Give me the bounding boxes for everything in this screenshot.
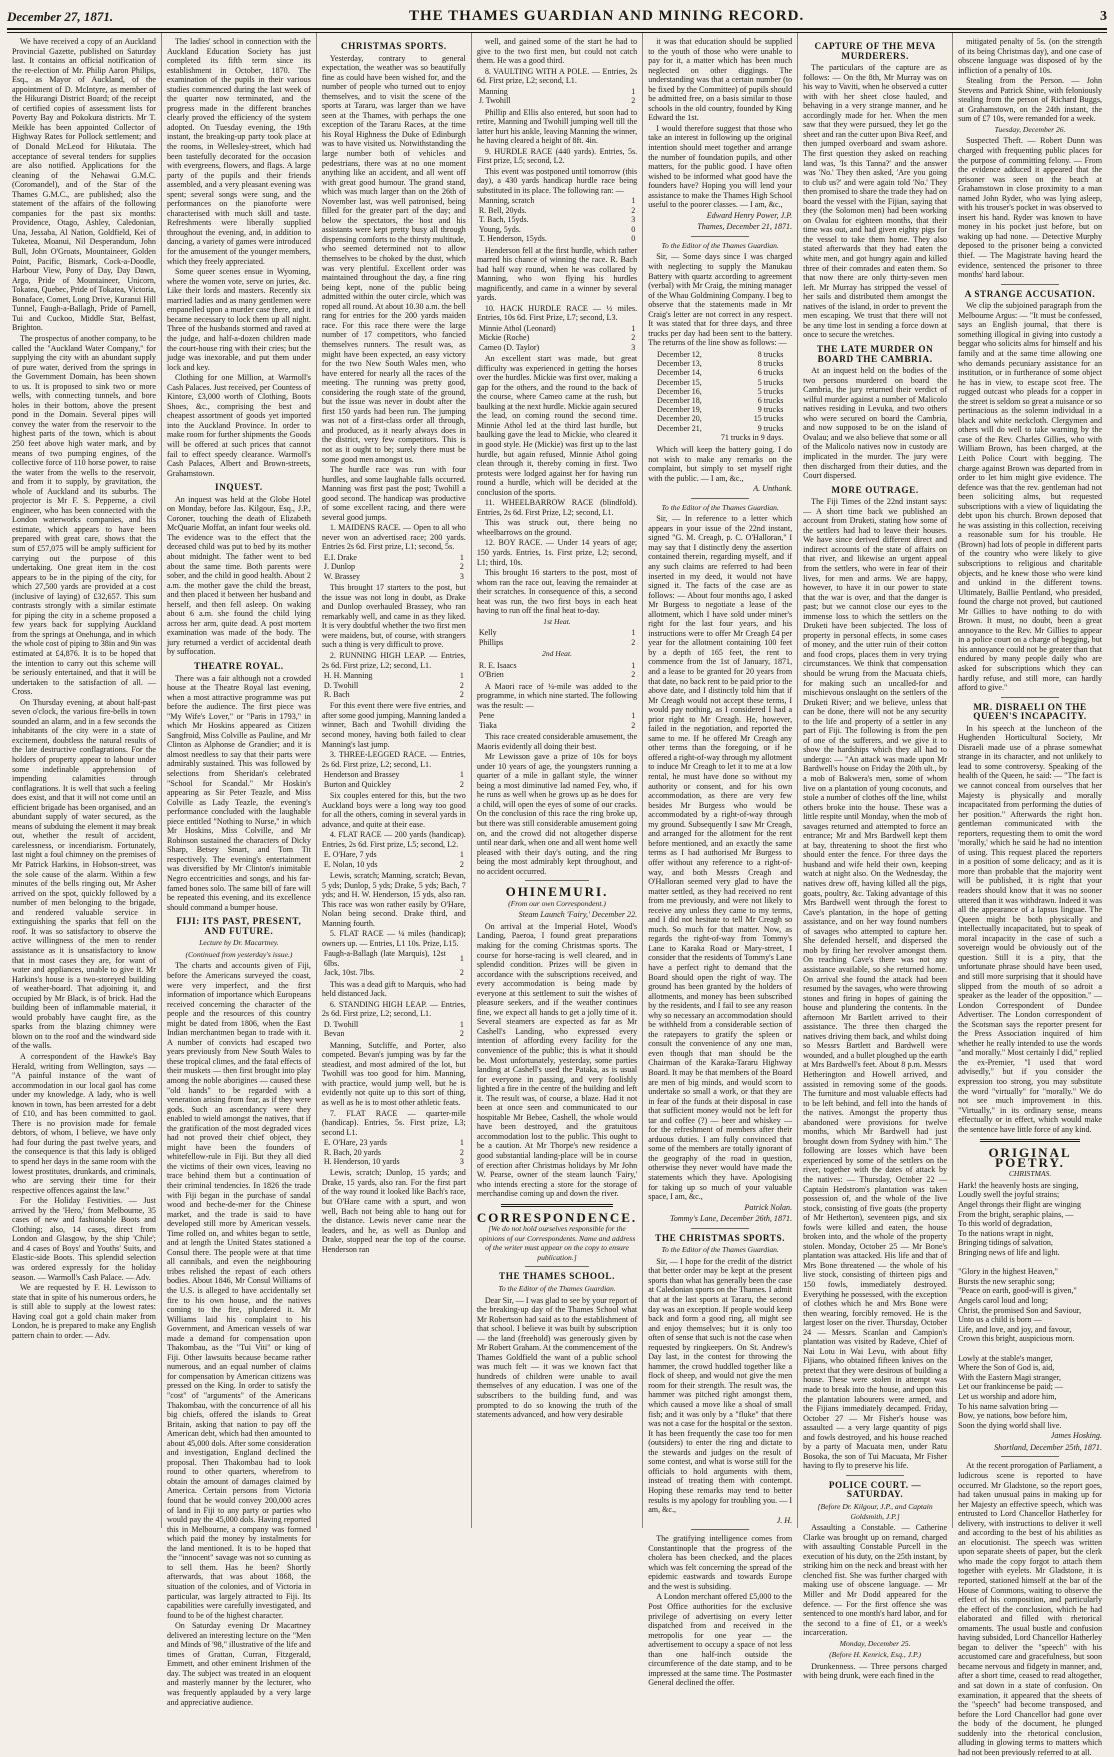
article-outrage: The Fiji Times of the 22nd instant says: — A short time back we published an account from Druketi, stating how some of the settlers had had to leave their houses. We have since derived different direct and indirect accounts of the state of affairs on that river, and likewise an urgent appeal from the settlers, who were in fear of their lives, for men and arms. We are happy, however, to have it in our power to state that the war is over, and that the danger is past; but we cannot close our eyes to the immense loss to which the settlers on the Druketi have been subjected. The loss of property in personal effects, in some cases of money, and the utter ruin of their cotton and food crops, places them in very trying circumstances. We think that compensation should be wrung from the Macuata chiefs, for making such an uncalled-for and mischievous onslaught on the settlers of the Druketi River; and we believe, unless that can be done, there will not be any security to the life and property of a settler in any part of Fiji. The following is from the pen of one of the sufferers, and we give it to show the hardships which they all had to undergo: — "An attack was made upon Mr Bardwell's house on Friday the 20th ult., by a mob of Bakwera's men, some of whom live on a plantation of young coconuts, and stole a number of clothes off the line, whilst others broke into the house. These was a little respite until Monday, when the mob of savages returned and attempted to force an entrance; Mr and Mrs Bardwell kept them at bay, threatening to shoot the first who should enter the fence. For three days the husband and wife held their own, keeping watch at night also. On the Wednesday, the natives drew off, having killed all the pigs, goats, poultry, &c. Taking advantage of this Mrs Bardwell went through the forest to Cave's plantation, in the hope of getting assistance, and on her way found numbers of savages who attempted to capture her. She defended herself, and dispersed the mob by firing her revolver amongst them. On reaching Cave's there was not any assistance available, so she returned home. On arrival she found the attack had been resumed by the savages, who were throwing stones and firing in hopes of gaining the house and plundering the contents. In the afternoon Mr Bartlett arrived to their assistance. The three then charged the natives driving them back, and whilst doing so Messrs Bartlett and Bardwell were wounded, and a bullet ploughed up the earth at Mrs Bardwell's feet. About 8 p.m. Messrs Hetherington and Howell arrived, and assisted in removing some of the goods. The furniture and most valuable effects had to be left behind, and fell into the hands of the natives. Amongst the property thus abandoned were provisions for twelve months, which Mr Bardwell had just brought down from Sydney with him." The following are losses which have been experienced by some of the settlers on the river, together with the dates of attack by the natives: — Thursday, October 22 — Captain Hedstrom's plantation was taken possession of, and the whole of the live stock, consisting of five goats (the property of Mr Hetherton), seventeen pigs, and six fowls were killed and eaten, the house broken into, and the whole of the property stolen. Monday, October 25 — Mr Bone's plantation was attacked. His life and that of Mrs Bone threatened — the whole of his live stock, consisting of thirteen pigs and 150 fowls, immediately destroyed. Everything he possessed, with the exception of clothes which he and Mrs Bone were then wearing, forcibly removed. He is the largest loser on the river. Thursday, October 24 — Messrs. Scanlan and Campion's plantation was visited by Radeve, Chief of Nai Lotu in Wai Levu, with about fifty Fijians, who obtained fifteen knives on the pretext that they were desirous of building a house. These were stolen in attempt was made to break into the house, and upon this the plantation labourers were armed, and the Fijians immediately decamped. Friday, October 27 — Mr Fisher's house was assaulted — a very large quantity of pigs and fowls destroyed, and his house reached by a party of Macuata men, under Ratu Bosoka, the son of Tui Macuata, Mr Fisher having to fly to preserve his life.	[803, 497, 948, 1471]
letter-dateline: Tommy's Lane, December 26th, 1871.	[669, 1214, 793, 1224]
heat-label: 1st Heat.	[543, 616, 571, 626]
race-title: 7. FLAT RACE — quarter-mile (handicap). Entries, 5s. First prize, L3; second L1.	[321, 1108, 466, 1137]
divider	[1001, 284, 1059, 285]
result-row	[322, 671, 466, 680]
competitor-name: O'Brien	[478, 670, 504, 680]
competitor-name: W. Brassey	[323, 571, 361, 581]
heading-ohinemuri: OHINEMURI.	[505, 884, 609, 900]
court-date: Tuesday, December 26.	[994, 124, 1066, 134]
result-row	[477, 333, 637, 342]
subheading-continued: (Continued from yesterday's issue.)	[185, 949, 293, 959]
court-date: Monday, December 25.	[839, 1638, 911, 1648]
result-row	[322, 968, 466, 977]
returns-trucks: 6 trucks	[757, 368, 784, 378]
bench-note: [Before Dr. Kilgour, J.P., and Captain Goldsmith, J.P.]	[817, 1502, 933, 1521]
poem-line: Bow, ye nations, bow before him,	[958, 1411, 1068, 1421]
heading-thames-school: THE THAMES SCHOOL.	[498, 1271, 616, 1282]
newspaper-page	[7, 5, 1107, 1757]
letter-signature: Edward Henry Power, J.P.	[706, 210, 793, 220]
letter-signature: J. H.	[776, 1515, 793, 1525]
result-row	[477, 343, 637, 352]
competitor-name: T. Bach, 15yds.	[478, 215, 529, 225]
race-title: 1. MAIDENS RACE. — Open to all who never won an advertised race; 200 yards. Entries 2s 6d. First prize, L1; second, 5s.	[321, 523, 466, 552]
heading-cambria: THE LATE MURDER ON BOARD THE CAMBRIA.	[816, 343, 934, 364]
result-row	[322, 949, 466, 968]
competitor-name: D. Twohill	[323, 680, 359, 690]
placing: 2	[459, 562, 464, 572]
letter-quartz: Sir, — Some days since I was charged with neglecting to supply the Manukau Battery with quartz according to agreement (verbal) with Mr Craig, the mining manager of the Whau Goldmining Company. I beg to observe that the statements made in Mr Craig's letter are not correct in any respect. It was stated that for three days, and three trucks per day had been sent to the battery. The returns of the line show as follows: —	[648, 252, 793, 348]
competitor-name: Faugh-a-Ballagh (late Marquis), 12st 6lbs.	[323, 949, 446, 968]
placing: 2	[459, 689, 464, 699]
divider	[525, 880, 589, 881]
advert-clothing: Clothing for one Million, at Warmoll's Cash Palaces. Just received, per Countess of Kintore, £3,000 worth of Clothing, Boots Shoes, &c., comprising the best and cheapest assortment of goods yet imported into the Auckland Province. In order to make room for further shipments the Goods will be offered at such prices that cannot fail to effect speedy clearance. Warmoll's Cash Palaces, Albert and Brown-streets, Grahamstown.	[166, 373, 311, 478]
returns-row	[654, 387, 786, 396]
placing: 2	[459, 968, 464, 978]
returns-row	[654, 350, 786, 359]
divider	[980, 1139, 1081, 1142]
race-report: This was struck out, there being no wheelbarrows on the ground.	[476, 518, 638, 537]
race-report: A Maori race of ¼-mile was added to the programme, in which nine started. The following was the result: —	[476, 681, 638, 710]
returns-date: December 21,	[656, 423, 702, 433]
poem-line: To the nations wrapt in night,	[958, 1228, 1054, 1238]
truck-returns-total-row	[654, 433, 786, 442]
court-suspected-theft: Suspected Theft. — Robert Dunn was charged with frequenting public places for the purpose of committing felony. — From the evidence adduced it appeared that the prisoner was seen on the beach at Grahamstown in close proximity to a man named John Ryder, who was lying asleep, with his trouser's pocket in was observed to insert his hand. Ryder was known to have money in his pocket just before, but on waking up had none. — Detective Murphy deposed to the prisoner being a convicted thief. — The Magistrate having heard the evidence, sentenced the prisoner to three months' hard labour.	[958, 136, 1102, 280]
placing: 2	[631, 333, 636, 343]
race-title: 9. HURDLE RACE (440 yards). Entries, 5s. First prize, L5; second, L2.	[476, 146, 638, 166]
returns-date: December 20,	[656, 414, 702, 424]
returns-date: December 19,	[656, 405, 702, 415]
poem-author: James Hosking.	[1050, 1431, 1102, 1441]
race-report: This brought 16 starters to the post, most of whom ran the race out, leaving the remainder at their scratches. In consequence of this, a second heat was run, the two first boys in each heat having to run off the final heat to-day.	[476, 568, 638, 616]
placing: 2	[631, 720, 636, 730]
column-6	[798, 33, 953, 1681]
race-report: This brought 17 starters to the post, but the issue was not long in doubt, as Drake and Dunlop overhauled Brassey, who ran remarkably well, and came in as they liked. It is very doubtful whether the two first men were maidens, but, of course, with strangers such a thing is very difficult to prove.	[321, 583, 466, 650]
masthead	[7, 5, 1107, 30]
result-row	[322, 562, 466, 571]
letter-thames-school-cont: I would therefore suggest that those who take an interest in following up the original intention should meet together and arrange the number of foundation pupils, and other matters, for the public good. I have often wished to be informed what good have the founders have? Hoping you will lend your assistance to make the Thames High School useful to the poorer classes. — I am, &c.,	[648, 123, 793, 210]
subheading-lecture: Lecture by Dr. Macartney.	[199, 938, 279, 948]
returns-date: December 12,	[656, 349, 702, 359]
returns-row	[654, 396, 786, 405]
article-fiji: The charts and accounts given of Fiji, before the Americans surveyed the coast, were very imperfect, and the first information of importance which Europeans received concerning the character of the people and the resources of this country might be dated from 1806, when the East Indian merchantmen began to trade with it. A number of convicts had escaped two years previously from New South Wales to these tropical climes, and the fatal effects of their muskets — then first brought into play among the noble aborigines — caused these "old hands" to be regarded with a veneration arising from fear, as if they were gods. Such an ascendancy were they enabled to wield amongst the natives, that if the gratification of the most degraded vices had not proved their chief object, they might have been the founders of whitefellow-rule in Fiji. But they all died the victims of their own vices, leaving no trace behind them but a continuation of their criminal tendencies. In 1826 the trade with Fiji began in the purchase of sandal wood and beche-de-mer for the Chinese market, and the trade is said to have developed still more by American vessels. Time rolled on, and whites began to settle, and at length the United States stationed a Consul there. The people were at that time all cannibals, and even the neighbouring tribes relished the repast of each others bodies. About 1846, Mr Consul Williams of the U.S. is alleged to have accidentally set fire to his own house, and the natives coming to the fire, plundered it. Mr Williams laid his complaint to his Government, and American vessels of war made a demand for compensation upon Thakombau, as the "Tui Viti" or king of Fiji. Other lawsuits because became rather numerous, and an equal number of claims for compensation by American citizens was pressed on the King. In order to satisfy the "cost" of "arguments" of the Americans Thakombau, with the concurrence of all his big chiefs, offered the islands to Great Britain, asking that nation to pay off the American debt, which had then amounted to about 45,000 dols. After some consideration and investigation, England declined the proposal. Then Thakombau had to look round to other quarters, wherefrom to obtain the amount of damages claimed by America. Certain persons from Victoria found that he would convey 200,000 acres of land in Fiji to any party or parties who would pay the 45,000 dols. Having reported this in Melbourne, a company was formed which paid the money by instalments for the land mentioned. It is to be hoped that the "innocent" savage was not so cunning as to sell them. Has he been? Shortly afterwards, that was about 1868, the situation of the colonies, and of Victoria in particular, was largely attracted to Fiji. Its capabilities were carefully investigated, and found to be of the highest character.	[166, 961, 311, 1620]
result-row	[477, 711, 637, 720]
advert-holiday: For the Holiday Festivities. — Just arrived by the 'Hero,' from Melbourne, 35 cases of new and fashionable Boots and Clothing; also, 14 cases, direct from London and Glasgow, by the ship 'Chile'; and 4 cases of Boys' and Youths' Suits, and Elastic-side Boots. This splendid selection was ordered expressly for the holiday season. — Warmoll's Cash Palace. — Adv.	[12, 1196, 156, 1282]
letter-dateline: Thames, December 21, 1871.	[697, 222, 793, 232]
placing: 2	[459, 1029, 464, 1039]
competitor-name: E.I. Drake	[323, 552, 357, 562]
placing: 1	[459, 1019, 464, 1029]
competitor-name: Pene	[478, 711, 495, 721]
column-7	[953, 33, 1107, 1757]
heading-police-court: POLICE COURT. — SATURDAY.	[828, 1479, 922, 1500]
competitor-name: Burton and Quickley	[323, 779, 391, 789]
result-row	[477, 215, 637, 224]
placing: 2	[459, 859, 464, 869]
heading-correspondence: CORRESPONDENCE.	[476, 1209, 638, 1225]
column-5	[643, 33, 798, 1688]
result-row	[322, 1020, 466, 1029]
placing: 0	[631, 234, 636, 244]
race-report: Phillip and Ellis also entered, but soon had to retire, Manning and Twohill jumping well till the latter hurt his ankle, leaving Manning the winner, he having cleared a height of 8ft. 4in.	[476, 107, 638, 146]
poem-line: Let us worship and adore him,	[958, 1391, 1057, 1401]
heading-meva-murderers: CAPTURE OF THE MEVA MURDERERS.	[814, 41, 936, 61]
article-ladies-school: The ladies' school in connection with the Auckland Education Society has just completed its fifth term since its establishment in October, 1870. The examination of the pupils in their various studies commenced during the last week of the quarter now terminated, and the progress made in the different branches clearly proved the efficiency of the system adopted. On Tuesday evening, the 19th instant, the breaking-up party took place at the rooms, in Wellesley-street, which had been tastefully decorated for the occasion with evergreens, flowers, and flags. A large party of the pupils and their friends assembled, and a very pleasant evening was spent; several songs were sung, and the performances on the pianoforte were characterised with much skill and taste. Refreshments were liberally supplied throughout the evening, and, in addition to dancing, a variety of games were introduced for the amusement of the younger members, which they freely appreciated.	[166, 37, 311, 266]
poem-line: Life, and love, and joy, and favour,	[958, 1324, 1072, 1334]
result-row	[477, 206, 637, 215]
returns-row	[654, 359, 786, 368]
race-title: 6. STANDING HIGH LEAP. — Entries, 2s 6d. First prize, L2; second, L1.	[321, 999, 466, 1019]
placing: 1	[459, 552, 464, 562]
race-results	[477, 87, 637, 106]
poem-line: Bringing tidings of salvation,	[958, 1238, 1053, 1248]
heat-label: 2nd Heat.	[542, 649, 572, 659]
race-title: 11. WHEELBARROW RACE (blindfold). Entries, 2s 6d. First Prize, L2; second, L1.	[476, 498, 638, 517]
placing: 3	[631, 342, 636, 352]
divider	[691, 1228, 749, 1229]
race-results	[322, 553, 466, 581]
race-results	[322, 850, 466, 869]
competitor-name: E. O'Hare, 7 yds	[323, 850, 377, 860]
returns-row	[654, 378, 786, 387]
race-results	[322, 1138, 466, 1166]
result-row	[322, 681, 466, 690]
returns-date: December 16,	[656, 386, 702, 396]
divider	[691, 1529, 749, 1530]
result-row	[322, 553, 466, 562]
race-results	[477, 628, 637, 647]
poem-line: Unto us a child is born —	[958, 1315, 1042, 1325]
returns-trucks: 8 trucks	[757, 349, 784, 359]
race-results	[477, 196, 637, 243]
letter-thames-school-cont: it was that education should be supplied to the youth of those who were unable to pay for it, a matter which has been much neglected on other diggings. The understanding was that a certain number (to be fixed by the Committee) of pupils should be admitted free, on a basis similar to those schools in the old country, founded by King Edward the 1st.	[648, 37, 793, 123]
result-row	[477, 225, 637, 234]
result-row	[322, 860, 466, 869]
race-title: 2. RUNNING HIGH LEAP. — Entries, 2s 6d. First prize, L2; second, L1.	[321, 651, 466, 670]
placing: 1	[459, 1138, 464, 1148]
dateline: Steam Launch 'Fairy,' December 22.	[518, 910, 638, 920]
divider	[525, 1266, 589, 1267]
placing: 1	[631, 86, 636, 96]
poem-line: Let our frankincense be paid; —	[958, 1382, 1064, 1392]
placing: 1	[631, 323, 636, 333]
result-row	[322, 1157, 466, 1166]
placing: 1	[631, 711, 636, 721]
race-report: Lewis, scratch; Dunlop, 15 yards; and Drake, 15 yards, also ran. For the first part of the way round it looked like Bach's race, but O'Hare came with a spurt, and won well, Bach not being able to hang out for the distance. Lewis never came near the leaders, and he, as well as Dunlop and Drake, stopped near the top of the course. Henderson ran	[321, 1168, 466, 1254]
returns-row	[654, 368, 786, 377]
poem-title: CHRISTMAS.	[1008, 1169, 1052, 1179]
truck-returns-table	[654, 350, 786, 442]
competitor-name: Mickie (Roche)	[478, 333, 530, 343]
placing: 2	[459, 779, 464, 789]
race-report: For this event there were five entries, and after some good jumping, Manning landed a winner, Bach and Twohill dividing the second money, having both failed to clear Manning's last jump.	[321, 701, 466, 749]
competitor-name: J. Dunlop	[323, 562, 355, 572]
returns-date: December 18,	[656, 395, 702, 405]
editor-salutation: To the Editor of the Thames Guardian.	[498, 1284, 616, 1294]
heading-strange-accusation: A STRANGE ACCUSATION.	[964, 288, 1096, 299]
poem-line: Bringing news of life and light.	[958, 1248, 1060, 1258]
sports-hurdle-note: The hurdle race was run with four hurdles, and some laughable falls occurred. Manning was first past the post; Twohill a good second. The handicap was productive of some excellent racing, and there were several good jumps.	[321, 465, 466, 522]
letter-signature: Patrick Nolan.	[744, 1202, 793, 1212]
result-row	[477, 628, 637, 637]
placing: 1	[459, 850, 464, 860]
race-title: 3. THREE-LEGGED RACE. — Entries, 2s 6d. First prize, L2; second, L1.	[321, 750, 466, 769]
letter-sports: Sir, — I hope for the credit of the district that better order may be kept at the present sports than what has generally been the case at Caledonian sports on the Thames. I admit that at the last sports at Tararu, the second day was an exception. If people would keep back and form a good ring, all might see and enjoy themselves; but it is only too often of sense that such is not the case when requested by ringkeepers. On St. Andrew's Day last, in the contest for throwing the hammer, the crowd huddled together like a flock of sheep, and would not give the men room for their strength. The result was, the hammer was pitched right amongst them, which caused a move like a shoal of small fish; and it was only by a "fluke" that there was not a case for the hospital or the sexton. It has been frequently the case too for men (outsiders) to enter the ring and dictate to the stewards and judges on the result of some contest, and what is worse still for the officials to hold arguments with them, instead of treating them with contempt. Hoping these remarks may tend to better results is my apology for troubling you. — I am, &c.,	[648, 1256, 793, 1515]
correspondence-note: [We do not hold ourselves responsible for the opinions of our Correspondents. Name and address of the writer must appear on the copy to ensure publication.]	[478, 1224, 636, 1262]
sports-intro: Yesterday, contrary to general expectation, the weather was so beautifully fine as could have been wished for, and the number of people who turned out to enjoy themselves, and to visit the scene of the sports at Tararu, was larger than we have seen at the Thames, with perhaps the one exception of the Tararu Races, at the time his Royal Highness the Duke of Edinburgh was to have visited us. Notwithstanding the large number both of vehicles and pedestrians, there was at no one moment anything like an accident, and all went off with great good humour. The grand stand, which was much larger than on the 26th of November last, was well patronised, being filled for the greater part of the day; and below the spectators, the host and his assistants were kept pretty busy all through dispensing comforts to the thirsty multitude, who seemed determined not to allow themselves to be choked by the dust, which was very plentiful. Excellent order was maintained throughout the day, a fine ring being kept, none of the public being admitted within the outer circle, which was roped all round. At about 10.30 a.m. the bell rang for entries for the 200 yards maiden race. For this race there were the large number of 17 competitors, who fancied themselves runners. The result was, as might have been expected, an easy victory for the two New South Wales men, who have entered for nearly all the races of the meeting. The running was pretty good, considering the rough state of the ground, but the issue was never in doubt after the first 150 yards had been run. The jumping was not of a first-class order all through, and produced, as it nearly always does in the district, very few competitors. This is not as it ought to be; surely there must be some good men amongst us.	[321, 53, 466, 464]
divider	[1001, 1456, 1059, 1457]
divider	[501, 1204, 613, 1207]
race-results	[477, 661, 637, 680]
race-report: This event was postponed until tomorrow (this day), a 430 yards handicap hurdle race being substituted in its place. The following ran: —	[476, 166, 638, 195]
divider	[691, 498, 749, 499]
result-row	[477, 234, 637, 243]
returns-trucks: 15 trucks	[753, 414, 784, 424]
poem-line: With the Eastern Magi stranger,	[958, 1372, 1062, 1382]
placing: 1	[631, 660, 636, 670]
race-results	[322, 1020, 466, 1039]
result-row	[322, 572, 466, 581]
issue-date: December 27, 1871.	[7, 9, 114, 24]
article-lecture: On Saturday evening Dr Macartney delivered an interesting lecture on the "Men and Minds of '98," illustrative of the life and times of Grattan, Curran, Fitzgerald, Emmett, and other eminent Irishmen of the day. The subject was treated in an eloquent and masterly manner by the lecturer, who was frequently applauded by a very large and appreciative audience.	[166, 1621, 311, 1707]
article-cambria: At an inquest held on the bodies of the two persons murdered on board the Cambria, the jury returned their verdict of wilful murder against a number of Malicolo natives residing in Levuka, and two others who were secured on board the Cambria, and now supposed to be on the island of Ovalau; and we also believe that some or all of the Malicolo natives now in custody are implicated in the murder. The jury were then discharged from their duties, and the Court dispersed.	[803, 366, 948, 481]
letter-thames-school: Dear Sir, — I was glad to see by your report of the breaking-up day of the Thames School what Mr Robertson had said as to the establishment of that school. I believe it was built by subscription — the land (freehold) was generously given by Mr Robert Graham. At the commencement of the Thames Goldfield the want of a public school was much felt — it was we known fact that hundreds of children were unable to avail themselves of any education. I was one of the subscribers to the building fund, and was prompted to do so knowing the truth of the statements advanced, and how very desirable	[476, 1295, 638, 1420]
article-meva: The particulars of the capture are as follows: — On the 8th, Mr Murray was on his way to Vaviti, when he observed a cutter with with her sheet close hauled, and behaving in a very strange manner, and he accordingly made for her. When the men saw that they were pursued, they let go the sheet and ran the cutter upon Biva Reef, and then jumped overboard and swam ashore. The first question they asked on reaching land was, 'Is this Tanna?' and the answer was 'No.' They then asked, 'Are you going to club us?' and were again told 'No.' They then promised to share the trade they had on board the vessel with the Fijian, saying that they (the Solomon men) had been working on Ovalau for eighteen months, that their time was out, and had given eighty pigs for the vessel to take them home. They also stated afterwards that they had eaten the white men, and got hungry again and killed three of their comrades and eaten them. So that now there are only thirty-seven men left. Mr Murray has stripped the vessel of her sails and distributed them amongst the natives of the island, in order to prevent the men escaping. We trust that there will not be any time lost in sending a force down at once to secure the wretches.	[803, 63, 948, 340]
poem-line: Lowly at the stable's manger,	[958, 1353, 1053, 1363]
returns-trucks: 6 trucks	[757, 395, 784, 405]
competitor-name: Tiaka	[478, 720, 497, 730]
race-title: 5. FLAT RACE — ¼ miles (handicap); owners up. — Entries, L1 10s. Prize, L15.	[321, 929, 466, 948]
poem-line: Angel throngs their flight are winging	[958, 1200, 1082, 1210]
heading-theatre: THEATRE ROYAL.	[194, 661, 284, 671]
race-title: 8. VAULTING WITH A POLE. — Entries, 2s 6d. First prize, L2; second, L1.	[476, 66, 638, 86]
article-water-company: The prospectus of another company, to be called the "Auckland Water Company," for supplying the city with an abundant supply of pure water, derived from the springs in the Government Domain, has been shown to us. It is proposed to sink two or more wells, with connecting tunnels, and bore holes in their bottom, above the present pond in the Domain. Several pipes will convey the water from the reservoir to the highest parts of the town, which is about 250 feet above high water mark, and by means of two pumping engines, of the collective force of 110 horse power, to raise the water from the wells to the reservoir, and from it to supply, by gravitation, the whole of Auckland and its suburbs. The projector is Mr F. S. Pepperne, a civil engineer, who has been connected with the London waterworks companies, and his estimate, which appears to have been prepared with great care, shows that the sum of £57,075 will be amply sufficient for carrying out the purpose of this undertaking. One great item in the cost appears to be in the piping of the city, for which 27,500 yards are provided at a cost (inclusive of laying) of £32,657. This sum contrasts strongly with a similar estimate for piping the city in a scheme proposed a few years back for supplying Auckland from the springs at Onehunga, and in which the whole cost of piping to 38in and 9in was estimated at £4,876. It is to be hoped that the intention to carry out this scheme will be seriously entertained, and that it will be undertaken to the satisfaction of all. — Cross.	[12, 333, 156, 697]
article-ohinemuri: On arrival at the Imperial Hotel, Wood's Landing, Paeroa, I found great preparations making for the coming Christmas sports. The course for horse-racing is well cleared, and in splendid condition. Prizes will be given in accordance with the subscriptions received, and every accommodation is being made by everyone at this settlement to suit the wishes of pleasure seekers, and if the weather continues fine, we expect all hands to get a jolly time of it. Several steamers are expected as far as Mr Cashell's Landing, who expressed every intention of affording every facility for the convenience of the public; this is what it should be. Most unfortunately, yesterday, some parties landing at Cashell's used the Pataka, as is usual for everyone in passing, and very foolishly lighted a fire in the centre of the building and left it. The result was, of course, a blaze. Had it not been at once seen and communicated to our hospitable Mr Bebee, Cashell, the whole would have been destroyed, and the gratuitous accommodation lost to the public. This ought to be a caution. At Mr Thorpe's new residence a good substantial landing-place will be in course of erection after Christmas holidays by Mr John W. Pearse, owner of the steam launch 'Fairy,' who intends erecting a store for the storage of merchandise coming up and down the river.	[476, 921, 638, 1199]
race-report: This race created considerable amusement, the Maoris evidently all doing their best.	[476, 732, 638, 751]
poem-line	[958, 1344, 1102, 1354]
competitor-name: Cameo (D. Taylor)	[478, 342, 540, 352]
returns-row	[654, 405, 786, 414]
editor-salutation: To the Editor of the Thames Guardian.	[661, 1245, 779, 1255]
poem-line: "Peace on earth, good-will is given,"	[958, 1286, 1077, 1296]
poem-line: Loudly swell the joyful strains;	[958, 1190, 1060, 1200]
article-fire-alarm: On Thursday evening, at about half-past seven o'clock, the various fire-bells in town sounded an alarm, and in a few seconds the inhabitants of the city were in a state of excitement, doubtless the natural results of the late destructive conflagrations. For the holders of property appear to labour under some indefinable apprehension of impending calamities through conflagrations. It is well that such a feeling does exist, and that it will not come until an efficient brigade has been organised, and an abundant supply of water secured, as the means of subduing the element it may break out, whether the result of accident, carelessness, or incendiarism. Fortunately, last night a foul chimney on the premises of Mr Patrick Harkins, in Hobson-street, was the sole cause of the alarm. Within a few minutes of the bells ringing out, Mr Asher arrived on the spot, quickly followed by a number of men belonging to the brigade, and rendered valuable service in extinguishing the sparks that fell on the roof. It was so satisfactory to observe the active willingness of the men to render assistance as it is unsatisfactory to know that in most cases they are, for want of water and appliances, unable to give it. Mr Harkins's house is a two-storeyed building of weather-board. That adjoining it, and occupied by Mr Black, is of brick. Had the building been of inflammable material, it would probably have caught fire, as the sparks from the blazing chimney were blown on to the roof and the windward side of the walls.	[12, 697, 156, 1051]
bench-note: (Before H. Kenrick, Esq., J.P.)	[829, 1650, 922, 1660]
result-row	[477, 96, 637, 105]
race-results	[322, 770, 466, 789]
editor-salutation: To the Editor of the Thames Guardian.	[661, 240, 779, 250]
competitor-name: Manning, scratch	[478, 196, 535, 206]
poem-line: Soon the dying world shall live.	[958, 1420, 1062, 1430]
result-row	[322, 780, 466, 789]
placing: 3	[631, 215, 636, 225]
article-cholera: The gratifying intelligence comes from Constantinople that the progress of the cholera has been checked, and the places which was felt concerning the spread of the epidemic eastwards and towards Europe and the west is subsiding.	[648, 1534, 793, 1591]
returns-date: December 13,	[656, 359, 702, 369]
competitor-name: H. H. Manning	[323, 671, 373, 681]
competitor-name: Jack, 10st. 7lbs.	[323, 968, 375, 978]
truck-returns-body	[654, 350, 786, 433]
subheading-correspondent: (From our own Correspondent.)	[508, 898, 606, 908]
placing: 1	[631, 196, 636, 206]
competitor-name: R. Bell, 20yds.	[478, 205, 527, 215]
competitor-name: Henderson and Brassey	[323, 770, 400, 780]
competitor-name: Manning	[478, 86, 508, 96]
returns-trucks: 5 trucks	[757, 386, 784, 396]
column-1	[7, 33, 162, 1528]
result-row	[477, 661, 637, 670]
race-results	[322, 949, 466, 977]
competitor-name: R. E. Isaacs	[478, 660, 517, 670]
article-gazette: We have received a copy of an Auckland Provincial Gazette, published on Saturday last. It contains an official notification of the re-election of Mr. Philip Aaron Philips, Esq., as Mayor of Auckland, of the appointment of D. McIntyre, as member of the Hikurangi District Board; of the receipt of certified copies of assessment lists for Poverty Bay and Pokokura districts. Mr T. Meikle has been appointed Collector of Highway Rates for Pollock settlement; and of Donald McLeod for Hikutaia. The acceptance of several tenders for supplies are also notified. Applications for the cleaning of the Nehawai G.M.C. (Coromandel), and of the Star of the Thames G.M.C., are published; also the statement of the affairs of the following companies for the past six months: Providence, Otago, Ashley, Caledonian, Una, Jessaba, Al Nation, Goldfield, Kei of Tuketea, Moanui, Nil Desperandum, John Bull, John O'Groats, Mountaineer, Golden Point, Pacific, Bismark, Cock-a-Doodle, Harbour View, Pony of Day, Day Dawn, Argo, Pride of Mountaineer, Unicorn, Tokatea, Quebec, Pride of Tokatea, Victoria, Bonaface, Comet, Long Drive, Kuranui Hill Tunnel, Faugh-a-Ballagh, Pride of Parnell, Tui and Cuckoo, Middle Star, Belfast, Brighton.	[12, 37, 156, 333]
page-number: 3	[1100, 9, 1107, 24]
newspaper-title: THE THAMES GUARDIAN AND MINING RECORD.	[408, 8, 805, 24]
divider	[846, 1475, 904, 1476]
result-row	[322, 1148, 466, 1157]
result-row	[477, 87, 637, 96]
letter-quartz-close: Which will keep the battery going. I do not wish to make any remarks on the complaint, but simply to set myself right with the public. — I am, &c.,	[648, 444, 793, 483]
race-report: This was a dead gift to Marquis, who had held distanced Jack.	[321, 979, 466, 999]
competitor-name: D. Twohill	[323, 1019, 359, 1029]
race-report: Lewis, scratch; Manning, scratch; Bevan, 5 yds; Dunlop, 5 yds; Drake, 5 yds; Bach, 7 yds; and H. W. Henderson, 15 yds, also ran. This race was won rather easily by O'Hare, Nolan being second. Drake third, and Manning fourth.	[321, 871, 466, 928]
article-wyoming: Some queer scenes ensue in Wyoming, where the women vote, serve on juries, &c. Like their lords and masters. Recently six married ladies and as many gentlemen were empanelled upon a murder case there, and it became necessary to lock them up all night. Three of the husbands stormed and raved at the judge, and half-a-dozen children made the court-house ring with their cries; but the judge was inexorable, and put them under lock and key.	[166, 267, 311, 372]
race-report: Six couples entered for this, but the two Auckland boys were a long way too good for all the others, coming in several yards in advance, and quite at their ease.	[321, 790, 466, 829]
placing: 2	[631, 637, 636, 647]
race-results	[477, 711, 637, 730]
placing: 2	[631, 670, 636, 680]
result-row	[322, 1029, 466, 1038]
competitor-name: J. Twohill	[478, 96, 511, 106]
poem-dateline: Shortland, December 25th, 1871.	[994, 1442, 1102, 1452]
returns-trucks: 8 trucks	[757, 359, 784, 369]
court-drunkenness: Drunkenness. — Three persons charged with being drunk, were each fined in the	[803, 1661, 948, 1681]
placing: 2	[631, 96, 636, 106]
heading-more-outrage: MORE OUTRAGE.	[831, 484, 919, 495]
poem-line: Angels carol loud and long;	[958, 1296, 1048, 1306]
placing: 3	[459, 571, 464, 581]
poem-line: From the bright, seraphic plains, —	[958, 1209, 1074, 1219]
placing: 1	[459, 770, 464, 780]
truck-returns-total: 71 trucks in 9 days.	[720, 432, 784, 442]
returns-row	[654, 414, 786, 423]
court-drunkenness-cont: mitigated penalty of 5s. (on the strength of its being Christmas day), and one case of obscene language was disposed of by the infliction of a penalty of 10s.	[958, 37, 1102, 75]
poem-line	[958, 1258, 1102, 1268]
poem-christmas	[958, 1181, 1102, 1430]
placing: 3	[459, 1156, 464, 1166]
columns	[7, 33, 1107, 1757]
returns-trucks: 5 trucks	[757, 377, 784, 387]
competitor-name: T. Henderson, 15yds.	[478, 234, 547, 244]
column-2	[162, 33, 317, 1707]
competitor-name: R. Bach	[323, 689, 350, 699]
article-post-office: A London merchant offered £5,000 to the Post Office authorities for the exclusive privilege of advertising on every letter dispatched from and received in the metropolis for one year — the advertisement to occupy a space of not less than one half-inch outside the circumference of the date stamp, and to be impressed at the same time. The Postmaster General declined the offer.	[648, 1592, 793, 1688]
heading-inquest: INQUEST.	[215, 482, 263, 493]
returns-date: December 15,	[656, 377, 702, 387]
poem-line: To his name salvation bring —	[958, 1401, 1058, 1411]
placing: 1	[631, 628, 636, 638]
placing: 2	[631, 205, 636, 215]
placing: 2	[459, 680, 464, 690]
race-report: Manning, Sutcliffe, and Porter, also competed. Bevan's jumping was by far the steadiest, and most admired of the lot, but Twohill was too good for him. Manning, with practice, would jump well, but he is evidently not quite up to this sort of thing, as well as he is to most other athletic feats.	[321, 1040, 466, 1107]
poem-line: "Glory in the highest Heaven,"	[958, 1267, 1058, 1277]
competitor-name: E. O'Hare, 23 yards	[323, 1138, 387, 1148]
heading-christmas-sports: CHRISTMAS SPORTS.	[340, 41, 447, 51]
divider	[1001, 697, 1059, 698]
returns-date: December 14,	[656, 368, 702, 378]
competitor-name: E. Nolan, 10 yds	[323, 859, 378, 869]
race-report: well, and gained some of the start he had to give to the two first men, but could not catch them. He was a good third.	[476, 37, 638, 66]
poem-line: To this world of degradation,	[958, 1219, 1053, 1229]
article-inquest: An inquest was held at the Globe Hotel on Monday, before Jas. Kilgour, Esq., J.P., Coroner, touching the death of Elizabeth McQuarie Moffat, an infant four weeks old. The evidence was to the effect that the deceased child was put to bed by its mother about midnight. The father went to bed about the same time. Both parents were sober, and the child in good health. About 2 a.m. the mother gave the child the breast, and then placed it between her husband and herself, and then fell asleep. On waking about 6 a.m. she found the child lying across her arm, quite dead. A post mortem examination was made of the body. The jury returned a verdict of accidental death by suffocation.	[166, 494, 311, 657]
race-report: Mr Lewisson gave a prize of 10s for boys under 10 years of age, the youngsters running a quarter of a mile in gallant style, the winner being a most diminutive lad named Fey, who, if he runs as well when he grows up as he does for a child, will open the eyes of some of our cracks. On the conclusion of this race the ring broke up, but there was still considerable amusement going on, and the crowd did not altogether disperse until near dark, when one and all went home well pleased with their day's outing, and the ring being the most admirably kept throughout, and no accident occurred.	[476, 752, 638, 876]
returns-row	[654, 424, 786, 433]
result-row	[322, 770, 466, 779]
heading-original-poetry: ORIGINAL POETRY.	[988, 1145, 1072, 1170]
returns-trucks: 9 trucks	[757, 423, 784, 433]
divider	[691, 236, 749, 237]
race-results	[322, 671, 466, 699]
competitor-name: Bevan	[323, 1029, 345, 1039]
result-row	[477, 670, 637, 679]
race-title: 4. FLAT RACE — 200 yards (handicap). Entries, 2s 6d. First prize, L5; second, L2.	[321, 830, 466, 849]
race-title: 10. HACK HURDLE RACE — ½ miles. Entries, 10s 6d. First Prize, L7; second, L3.	[476, 303, 638, 323]
article-prorogation: At the recent prorogation of Parliament, a ludicrous scene is reported to have occurred. Mr Gladstone, so the report goes, had taken unusual pains in making up for her Majesty an effective speech, which was entrusted to Lord Chancellor Hatherley for delivery, with instructions to deliver it well and according to the best of his abilities as an elocutionist. The speech was written upon separate sheets of paper, but the clerk who made the copy forgot to attach them together with eyelets. Mr Gladstone, it is reported, stationed himself at the bar of the House of Commons, waiting to observe the effect of his composition, and particularly the effect of the conclusion, which he had elaborated and filled with rhetorical ornaments. The usual bustle and confusion having subsided, Lord Chancellor Hatherley began to deliver the "speech" with his accustomed care and gracefulness, but soon became nervous and fidgety in manner, and, after a short time, ceased to read altogether, and sat down in a state of confusion. On examination, it appeared that the sheets of the "speech" had become transposed, and before the Lord Chancellor had gone over the body of the document, he plunged suddenly into the rhetorical conclusion, alluding in glowing terms to matters which had not been previously referred to at all.	[958, 1461, 1102, 1757]
competitor-name: Kelly	[478, 628, 497, 638]
poem-line: Hark! the heavenly hosts are singing,	[958, 1180, 1079, 1190]
result-row	[477, 638, 637, 647]
heading-disraeli: MR. DISRAELI ON THE QUEEN'S INCAPACITY.	[973, 701, 1087, 722]
poem-line: Christ, the promised Son and Saviour,	[958, 1305, 1082, 1315]
placing: 2	[459, 1147, 464, 1157]
result-row	[477, 721, 637, 730]
competitor-name: H. Henderson, 10 yards	[323, 1156, 400, 1166]
placing: 0	[631, 224, 636, 234]
result-row	[322, 690, 466, 699]
placing: 1	[459, 954, 464, 964]
court-stealing: Stealing from the Person. — John Stevens and Patrick Shine, with feloniously stealing from the person of Richard Buggs, at Grahamstown, on the 24th instant, the sum of £7 10s, were remanded for a week.	[958, 76, 1102, 124]
poem-line: Where the Son of God is, aid,	[958, 1363, 1055, 1373]
article-theatre: There was a fair although not a crowded house at the Theatre Royal last evening, when a most attractive programme was put before the audience. The first piece was "My Wife's Lover," or "Paris in 1793," in which Mr Hoskins appeared as Citizen Sangfroid, Miss Colville as Pauline, and Mr Clinton as Alphonse de Grandier; and it is almost needless to say that their parts were admirably sustained. This was followed by selections from Sheridan's celebrated "School for Scandal." Mr Hoskin's appearing as Sir Peter Teazle, and Miss Colville as Lady Teazle, the evening's performance concluded with the laughable piece entitled "Nothing to Nurse," in which Mr Hoskins, Miss Colville, and Mr Robinson sustained the characters of Dicky Sharp, Betsey Smart, and Tom Tit respectively. The evening's entertainment was diversified by Mr Clinton's inimitable Negro eccentricities and songs, and his far-famed bones solo. The same bill of fare will be repeated this evening, and its excellence should command a bumper house.	[166, 673, 311, 912]
column-4	[472, 33, 643, 1528]
result-row	[322, 1138, 466, 1147]
race-report: An excellent start was made, but great difficulty was experienced in getting the horses over the hurdles. Mickie was first over, making a gap for the others, and the round to the back of the course, where Cameo came at the rush, but baulking at the next hurdle. Mickie again secured the lead, on coming round the second time. Minnie Athol led at the third last hurdle, but baulking gave the lead to Mickie, who cleared it in good style. He (Mickie) was first up to the last hurdle, but again refused, Minnie Athol going clean through it, thereby coming in first. Two protests were lodged against her for having run round a hurdle, which will be decided at the conclusion of the sports.	[476, 354, 638, 497]
article-gaol: A correspondent of the Hawke's Bay Herald, writing from Wellington, says — "A painful instance of the want of accommodation in our local gaol has come under my knowledge. A lady, who is well known in town, has been arrested for a debt of £10, and has been committed to gaol. There is no provision made for female debtors, of whom, I believe, we have only had four during the past twelve years, and the consequence is that this lady is obliged to spend her days in the same room with the lowest prostitutes, drunkards, and criminals, who are serving their time for their respective offences against the law."	[12, 1051, 156, 1195]
result-row	[477, 196, 637, 205]
article-disraeli: In his speech at the luncheon of the Hughenden Horticultural Society, Mr Disraeli made use of a phrase somewhat strange in its character, and not unlikely to lead to some controversy. Speaking of the health of the Queen, he said: — "The fact is we cannot conceal from ourselves that her Majesty is physically and morally incapacitated from performing the duties of her position." Afterwards the right hon. gentleman communicated with the reporters, requesting them to omit the word 'morally,' which he said he had no intention of using. This request placed the reporters in a position of some delicacy; and as it is more than probable that the majority went will be published, it is right that your readers should know that it was no sooner uttered than it was withdrawn. Indeed it was all the appearance of a lapsus linguae. The Queen might be both physically and intellectually incapacitated, but to speak of moral incapacity in the case of such a sovereign would be obviously out of the question. Still it is a pity, that the unfortunate phrase should have been used, and still more surprising that it should have slipped from the mouth of so adroit a speaker as the leader of the opposition." — London Correspondent of Dundee Advertiser. The London correspondent of the Scotsman says the reporter present for the Press Association inquired of him whether he really intended to use the words "and morally." Most certainly I did," replied the ex-Premier, "I used that word advisedly," but if you consider the expression too strong, you may substitute the word "virtually" for "morally." We do not see much improvement in this. "Virtually," in its ordinary sense, means effectually or in effect, which would make the sentence have little force of any kind.	[958, 723, 1102, 1134]
editor-salutation: To the Editor of the Thames Guardian.	[661, 502, 779, 512]
court-assault: Assaulting a Constable. — Catherine Clarke was brought up on remand, charged with assaulting Constable Purcell in the execution of his duty, on the 25th instant, by striking him on the neck and breast with her clenched fist. She was further charged with making use of obscene language. — Mr Miller and Mr Dodd appeared for the defence. — For the first offence she was sentenced to one month's hard labor, and for the second to a fine of £1, or a week's incarceration.	[803, 1523, 948, 1638]
result-row	[322, 850, 466, 859]
returns-trucks: 9 trucks	[757, 405, 784, 415]
placing: 1	[459, 671, 464, 681]
competitor-name: R. Bach, 20 yards	[323, 1147, 381, 1157]
column-3	[317, 33, 472, 1528]
competitor-name: Young, 5yds.	[478, 224, 521, 234]
competitor-name: Phillips	[478, 637, 504, 647]
letter-signature: A. Unthank.	[753, 484, 793, 494]
competitor-name: Minnie Athol (Leonard)	[478, 323, 556, 333]
poem-line: Crown this bright, auspicious morn.	[958, 1334, 1075, 1344]
heading-fiji: FIJI: ITS PAST, PRESENT, AND FUTURE.	[176, 916, 302, 936]
race-results	[477, 324, 637, 352]
advert-lewisson: We are requested by F. H. Lewisson to state that in spite of his numerous orders, he is still able to supply at the lowest rates: Having coal got a gold chain maker from London, he is prepared to make any English pattern chain to order. — Adv.	[12, 1283, 156, 1340]
article-strange-accusation: We clip the subjoined paragraph from the Melbourne Argus: — "It must be confessed, says an English journal, that there is something illogical in giving into custody a beggar who solicits alms for himself and his family and at the same time allowing one who demands pecuniary assistance for an institution, or in furtherance of some object he has in view, to escape scot free. The rugged outcast who pleads for a copper in the street is seldom so great a nuisance or so pertinacious as the solemn individual in a black and white neckcloth. Clergymen and others will do well to take warning by the case of the Rev. Charles Gillies, who with William Brown, has been charged, at the Leith Police Court with begging. The charge against Brown was departed from in order to let him might give evidence. The defence was that the rev. gentleman had not been soliciting alms, but requested subscriptions with a view of liquidating the debt upon his church. Brown deposed that he was assisting in this collection, receiving a reasonable sum for his trouble. He (Brown) had lots of people in different parts of the country who were likely to give subscriptions to religious and charitable objects, and he knew those who were kind and unkind in the different towns. Ultimately, Baillie Pentland, who presided, found the charge not proved, but cautioned Mr Gillies to have nothing to do with Brown. It must, no doubt, been a great annoyance to the Rev. Mr Gillies to appear in a police court on a charge of begging, but his annoyance could not be greater than that endured by many people daily who are asked for subscriptions which they can hardly refuse, and still more, can hardly afford to give."	[958, 301, 1102, 693]
result-row	[477, 324, 637, 333]
race-report: Henderson fell at the first hurdle, which rather marred his chance of winning the race. R. Bach had half way round, when he was collared by Manning, who won flying his hurdles magnificently, and came in a winner by several yards.	[476, 245, 638, 303]
poem-line: Bursts the new seraphic song;	[958, 1276, 1055, 1286]
letter-right-of-way: Sir, — In reference to a letter which appears in your issue of the 22nd instant, signed "G. M. Creagh, p. C. O'Halloran," I may say that I distinctly deny the assertion contained therein, regarding myself, and if any such claims are referred to had been inserted in my deed, it would not have signed it. The facts of the case are as follows: — About four months ago, I asked Mr Burgess to negotiate a lease of the allotment, which I have sold under miner's right for the last four years, and his instructions were to offer Mr Creagh £4 per year for the allotment containing 100 feet by a depth of 165 feet, the rent to commence from the 1st of January, 1871, and a lease to be granted for 20 years from that date, no back rent to be paid prior to the above date, and I distinctly told him that if Mr Creagh would not accept these terms, I would pay nothing, as I considered I had a prior right to Mr Creagh. He, however, failed in the negotiation, and reported the same to me. If he offered Mr Creagh any other terms than the foregoing, or if he offered a right-of-way through my allotment to induce Mr Creagh to let it to me at a low rental, he must have done so without my authority or consent, and for his own accommodation, as there are very few besides Mr Burgess who would be accommodated by a right-of-way through my ground. Subsequently I saw Mr Creagh, and arranged for the allotment for the rent before mentioned, and an exactly the same terms as I had authorised Mr Burgess to offer without any reference to a right-of-way, and both Messrs Creagh and O'Halloran seemed very glad to have the matter settled, as they had received no rent from me previously, and were not likely to receive any unless they came to my terms, and I did not hesitate to tell Mr Creagh so much. So much for that matter. Now, as regards the right-of-way from Tommy's Lane to Karaka Road or Mary-street, I consider that the residents of Tommy's Lane have a perfect right to demand that the Board should open the right of way. The ground has been granted by the holders of allotments, and money has been subscribed by the residents, and I fail to see any reason why so necessary an accommodation should be withheld from a considerable section of the ratepayers to gratify the spleen or consult the convenience of any one man, even though that man should be the Chairman of the Karaka-Tararu Highway Board. It may be that members of the Board are men of big minds, and would scorn to undertake so small a work, or that they are in fear of the funds at their disposal in case that sufficient money would not be left for tar and coffee (?) — beer and whiskey — for the refreshment of members after their arduous duties. I am fully convinced that some of the members are totally ignorant of the geography of the road in question, otherwise they never would have made the statements which they have. Apologising for taking up so much of your valuable space, I am, &c.,	[648, 514, 793, 1202]
race-title: 12. BOY RACE. — Under 14 years of age; 150 yards. Entries, 1s. First prize, L2; second, L1; third, 10s.	[476, 538, 638, 567]
heading-christmas-sports-letter: THE CHRISTMAS SPORTS.	[655, 1232, 786, 1243]
